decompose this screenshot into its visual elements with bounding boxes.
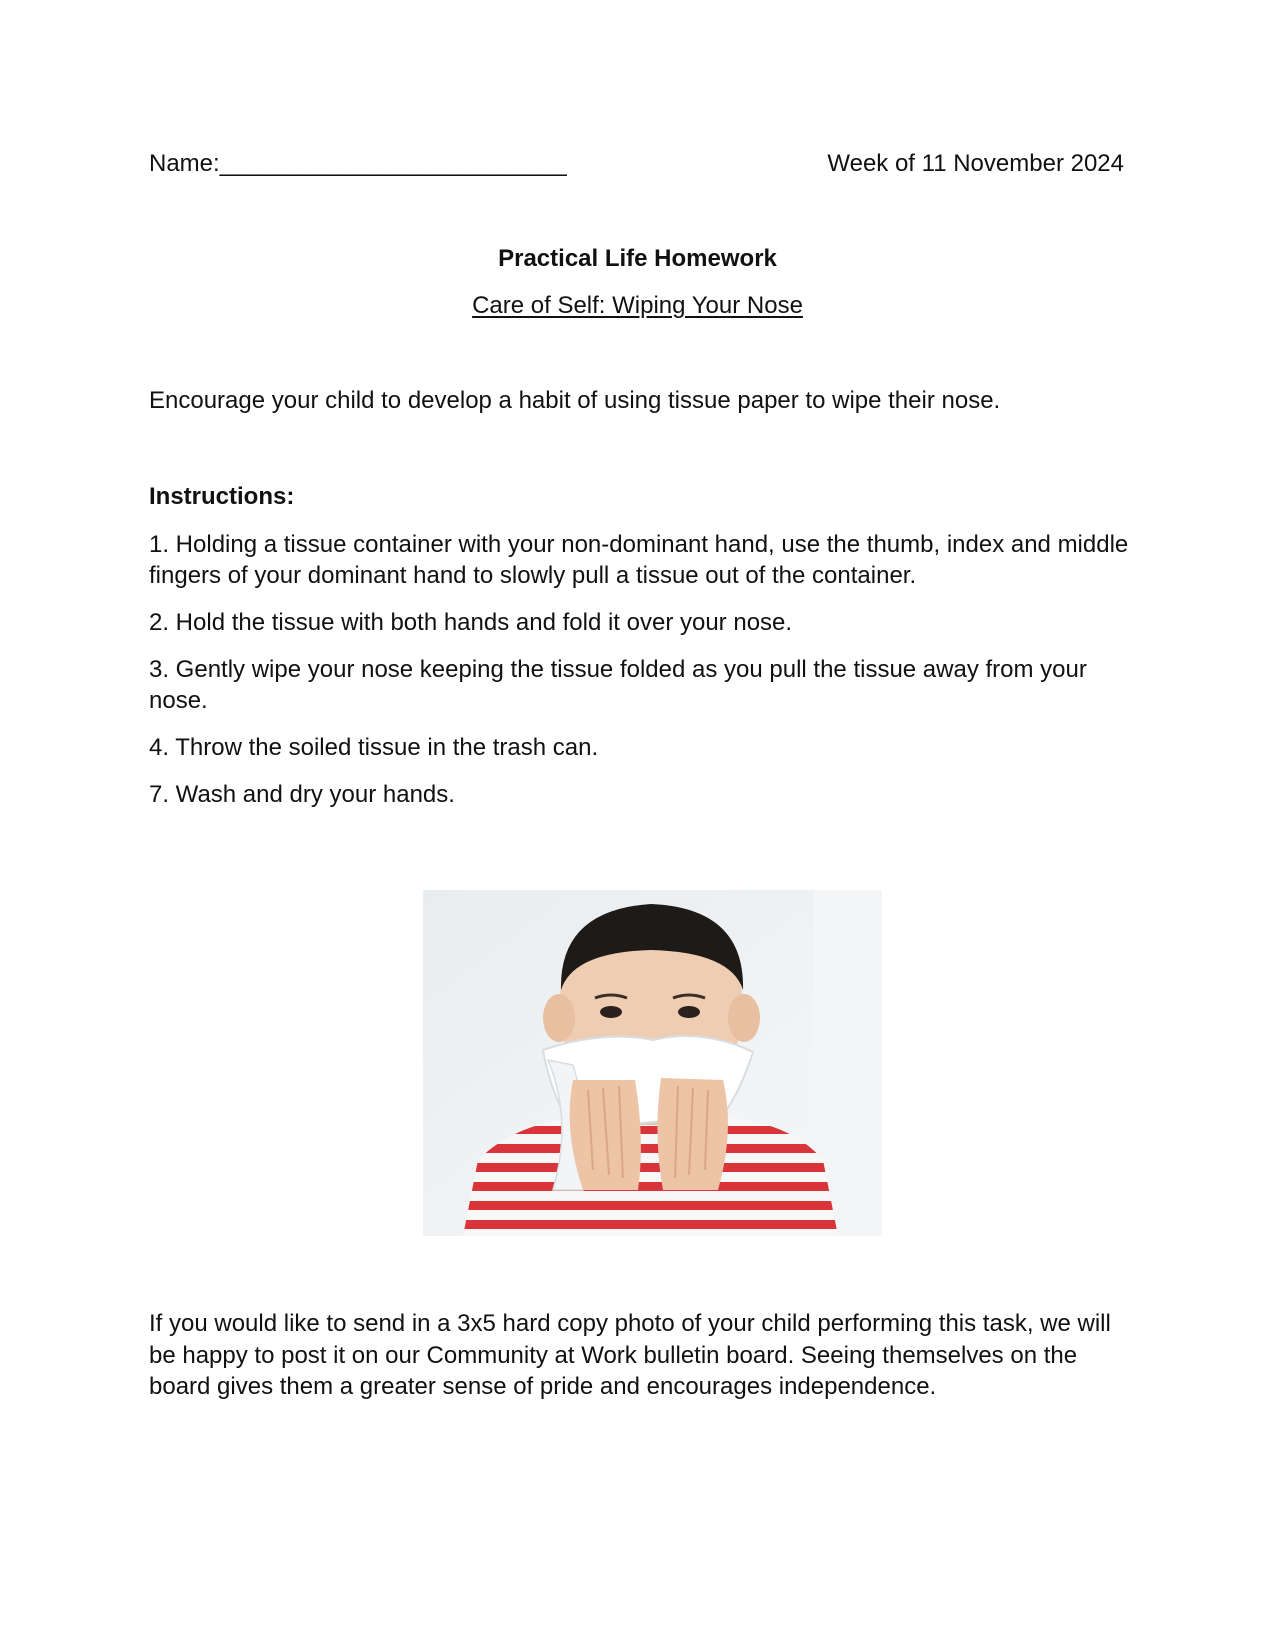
instruction-step: 2. Hold the tissue with both hands and fold it over your nose. bbox=[149, 609, 793, 636]
child-wiping-nose-photo bbox=[423, 890, 882, 1236]
week-date: Week of 11 November 2024 bbox=[827, 150, 1124, 177]
name-field-label: Name:__________________________ bbox=[149, 150, 567, 177]
instruction-step: 4. Throw the soiled tissue in the trash can. bbox=[149, 734, 599, 761]
instructions-heading: Instructions: bbox=[149, 483, 295, 510]
instruction-step: 1. Holding a tissue container with your non-dominant hand, use the thumb, index and middle fingers of your dominant hand to slowly pull a tissue out of the container. bbox=[149, 531, 1129, 589]
instruction-step: 3. Gently wipe your nose keeping the tissue folded as you pull the tissue away from your nose. bbox=[149, 656, 1087, 714]
intro-text: Encourage your child to develop a habit of using tissue paper to wipe their nose. bbox=[149, 387, 1001, 414]
page-title: Practical Life Homework bbox=[498, 245, 777, 272]
instruction-step: 7. Wash and dry your hands. bbox=[149, 781, 455, 808]
instructions-list bbox=[149, 529, 1129, 826]
page-subtitle: Care of Self: Wiping Your Nose bbox=[472, 292, 803, 319]
child-illustration bbox=[423, 890, 882, 1236]
closing-paragraph: If you would like to send in a 3x5 hard copy photo of your child performing this task, we will be happy to post it on our Community at Work bulletin board. Seeing themselves on the board gives them a greater sense of pride and encourages independence. bbox=[149, 1310, 1111, 1400]
